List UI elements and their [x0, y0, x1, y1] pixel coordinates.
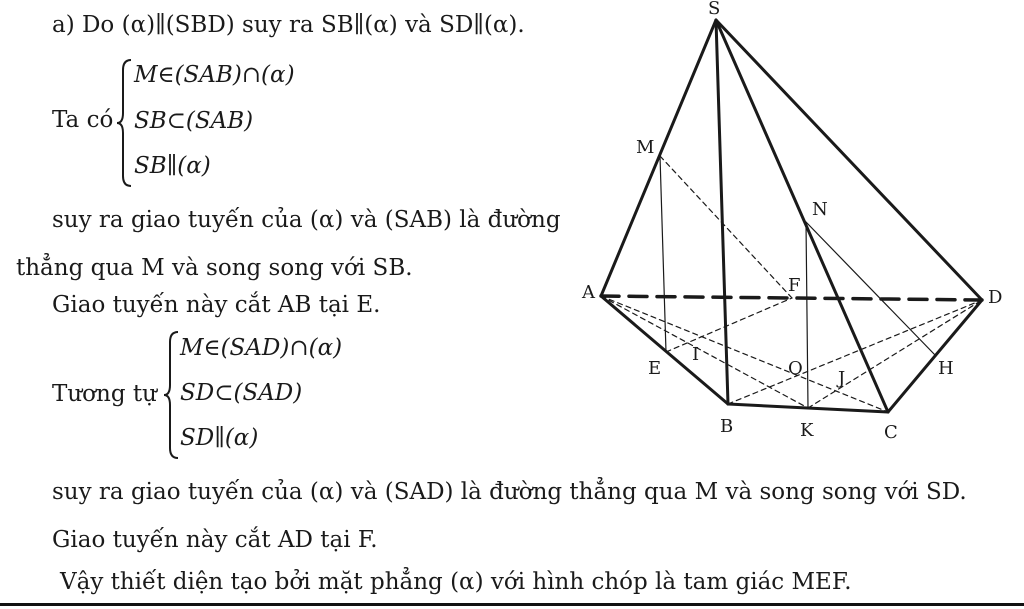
giao-tuyen-1b: thẳng qua M và song song với SB.	[16, 255, 413, 281]
label-D: D	[988, 287, 1003, 308]
line-KD	[808, 300, 982, 408]
pyramid-figure	[560, 0, 1024, 460]
label-N: N	[812, 199, 828, 220]
label-B: B	[720, 416, 734, 437]
line-BD	[728, 300, 982, 404]
system2-line-3: SD∥(α)	[180, 425, 259, 451]
line-NH	[806, 222, 936, 356]
bottom-rule	[0, 603, 1024, 606]
giao-tuyen-1a: suy ra giao tuyến của (α) và (SAB) là đường	[52, 207, 561, 233]
label-K: K	[800, 420, 814, 441]
label-M: M	[636, 137, 655, 158]
line-EF	[666, 298, 792, 352]
conclusion-line: Vậy thiết diện tạo bởi mặt phẳng (α) với hình chóp là tam giác MEF.	[60, 569, 852, 595]
system1-line-3: SB∥(α)	[134, 153, 211, 179]
label-A: A	[582, 282, 595, 303]
tuong-tu-label: Tương tự	[52, 381, 157, 407]
ta-co-label: Ta có	[52, 107, 114, 133]
label-C: C	[884, 422, 898, 443]
edge-SA	[601, 20, 716, 296]
label-S: S	[708, 0, 721, 19]
giao-tuyen-2: suy ra giao tuyến của (α) và (SAD) là đường thẳng qua M và song song với SD.	[52, 479, 967, 505]
system-brace-1	[115, 58, 135, 188]
line-MF	[660, 156, 792, 298]
label-J: J	[838, 368, 846, 389]
system2-line-2: SD⊂(SAD)	[180, 380, 303, 406]
cat-ab-line: Giao tuyến này cắt AB tại E.	[52, 292, 381, 318]
system-brace-2	[162, 330, 182, 460]
label-E: E	[648, 358, 662, 379]
line-AO	[601, 296, 808, 408]
label-I: I	[692, 344, 700, 365]
system1-line-1: M∈(SAB)∩(α)	[134, 62, 295, 88]
cat-ad-line: Giao tuyến này cắt AD tại F.	[52, 527, 378, 553]
system1-line-2: SB⊂(SAB)	[134, 108, 254, 134]
label-H: H	[938, 358, 954, 379]
label-F: F	[788, 275, 801, 296]
edge-SC	[716, 20, 888, 412]
line-NK	[806, 222, 808, 408]
statement-a: a) Do (α)∥(SBD) suy ra SB∥(α) và SD∥(α).	[52, 12, 525, 38]
line-ME	[660, 156, 666, 352]
edge-SD	[716, 20, 982, 300]
edge-CD	[888, 300, 982, 412]
label-O: O	[788, 358, 803, 379]
system2-line-1: M∈(SAD)∩(α)	[180, 335, 343, 361]
